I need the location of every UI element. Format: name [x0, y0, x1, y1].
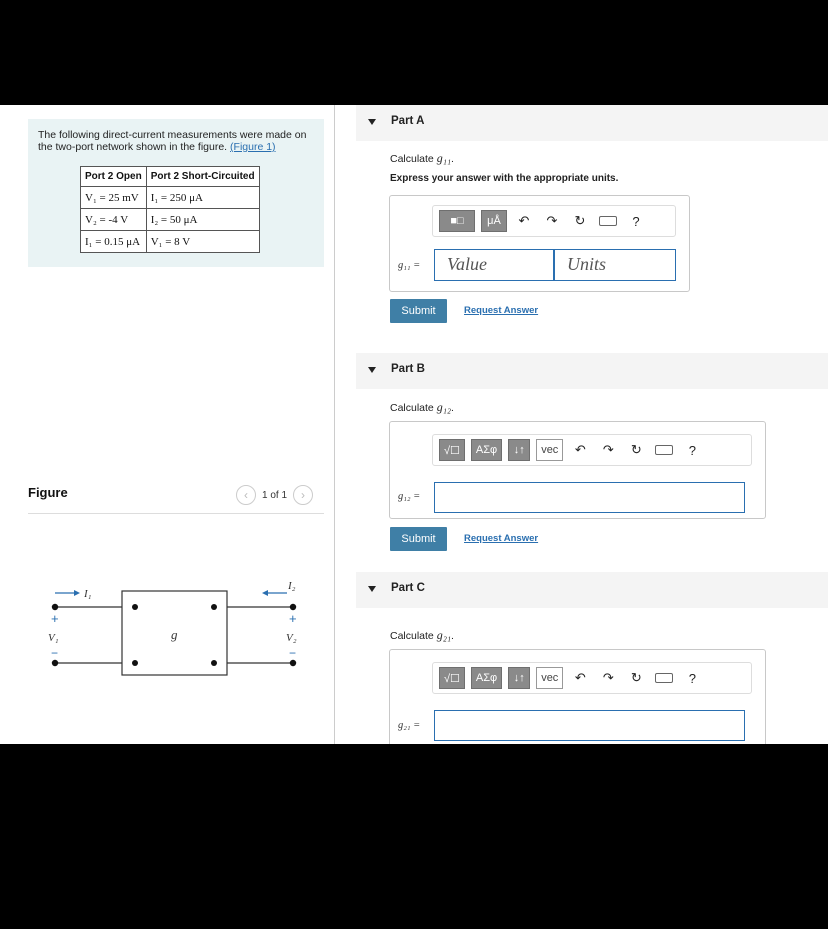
- greek-symbols-button[interactable]: ΑΣφ: [471, 667, 502, 689]
- undo-icon[interactable]: ↶: [518, 213, 530, 228]
- answer-label: g₁₂ =: [398, 491, 421, 502]
- math-toolbar: [432, 434, 752, 466]
- chevron-right-icon[interactable]: ›: [293, 485, 313, 505]
- subscript-superscript-button[interactable]: ↓↑: [508, 667, 530, 689]
- greek-symbols-button[interactable]: ΑΣφ: [471, 439, 502, 461]
- variable: g₂₁: [436, 628, 452, 642]
- question-text: Calculate: [390, 630, 437, 642]
- help-icon[interactable]: ?: [688, 442, 696, 458]
- part-a-header[interactable]: [356, 105, 828, 141]
- part-c-answer-box: [389, 649, 766, 744]
- submit-button[interactable]: Submit: [390, 299, 447, 323]
- keyboard-glyph: [599, 216, 617, 226]
- plus-sign: +: [51, 611, 59, 626]
- plus-sign: +: [289, 611, 297, 626]
- two-port-network-diagram: [40, 575, 310, 685]
- column-header: Port 2 Short-Circuited: [146, 167, 259, 187]
- measurements-table: [80, 166, 260, 253]
- voltage-label-v2: V₂: [286, 632, 297, 644]
- terminal: [52, 660, 58, 666]
- part-title: Part B: [391, 363, 425, 375]
- units-button[interactable]: μÅ: [481, 210, 507, 232]
- chevron-left-icon[interactable]: ‹: [236, 485, 256, 505]
- current-arrowhead-i2: [262, 590, 268, 596]
- part-title: Part A: [391, 115, 425, 127]
- answer-label: g₁₁ =: [398, 260, 421, 271]
- help-icon[interactable]: ?: [688, 670, 696, 686]
- terminal: [290, 604, 296, 610]
- table-cell: V₂ = -4 V: [81, 209, 147, 231]
- value-input[interactable]: Value: [434, 249, 554, 281]
- redo-icon[interactable]: ↷: [602, 670, 614, 685]
- figure-pager: [236, 485, 313, 505]
- table-row: [81, 209, 260, 231]
- undo-icon[interactable]: ↶: [574, 442, 586, 457]
- part-c-question: [390, 628, 454, 643]
- problem-text: The following direct-current measurements were made on the two-port network shown in the figure.: [38, 129, 307, 153]
- table-cell: I₁ = 250 μA: [146, 187, 259, 209]
- table-cell: V₁ = 25 mV: [81, 187, 147, 209]
- problem-statement: [38, 129, 308, 153]
- matrix-template-icon[interactable]: ■□: [439, 210, 475, 232]
- current-arrowhead-i1: [74, 590, 80, 596]
- keyboard-icon[interactable]: [653, 667, 675, 689]
- table-cell: V₁ = 8 V: [146, 231, 259, 253]
- part-a-question: [390, 151, 454, 166]
- question-text: Calculate: [390, 153, 437, 165]
- redo-icon[interactable]: ↷: [546, 213, 558, 228]
- minus-sign: −: [51, 646, 59, 660]
- node: [132, 604, 138, 610]
- question-punct: .: [451, 630, 454, 642]
- sqrt-template-icon[interactable]: √☐: [439, 439, 465, 461]
- vector-button[interactable]: vec: [536, 439, 563, 461]
- keyboard-glyph: [655, 445, 673, 455]
- divider: [28, 513, 324, 514]
- variable: g₁₁: [436, 151, 452, 165]
- table-row: [81, 187, 260, 209]
- part-a-answer-box: [389, 195, 690, 292]
- request-answer-link[interactable]: Request Answer: [464, 533, 539, 544]
- voltage-label-v1: V₁: [48, 632, 59, 644]
- part-b-question: [390, 400, 454, 415]
- current-label-i2: I₂: [288, 580, 296, 592]
- page: [0, 105, 828, 744]
- terminal: [52, 604, 58, 610]
- terminal: [290, 660, 296, 666]
- pager-text: 1 of 1: [262, 489, 288, 501]
- keyboard-icon[interactable]: [653, 439, 675, 461]
- panel-divider: [334, 105, 335, 744]
- help-icon[interactable]: ?: [632, 213, 640, 229]
- redo-icon[interactable]: ↷: [602, 442, 614, 457]
- network-label-g: g: [171, 627, 178, 642]
- reset-icon[interactable]: ↻: [630, 670, 642, 685]
- math-toolbar: [432, 662, 752, 694]
- vector-button[interactable]: vec: [536, 667, 563, 689]
- node: [211, 604, 217, 610]
- current-label-i1: I₁: [84, 588, 92, 600]
- column-header: Port 2 Open: [81, 167, 147, 187]
- answer-label: g₂₁ =: [398, 720, 421, 731]
- subscript-superscript-button[interactable]: ↓↑: [508, 439, 530, 461]
- part-b-header[interactable]: [356, 353, 828, 389]
- units-input[interactable]: Units: [554, 249, 676, 281]
- keyboard-icon[interactable]: [597, 210, 619, 232]
- node: [132, 660, 138, 666]
- caret-down-icon: [368, 586, 376, 592]
- part-b-answer-box: [389, 421, 766, 519]
- part-title: Part C: [391, 582, 425, 594]
- figure-link[interactable]: (Figure 1): [230, 141, 276, 153]
- table-cell: I₂ = 50 μA: [146, 209, 259, 231]
- answer-input[interactable]: [434, 710, 745, 741]
- reset-icon[interactable]: ↻: [574, 213, 586, 228]
- table-cell: I₁ = 0.15 μA: [81, 231, 147, 253]
- figure-heading: Figure: [28, 485, 68, 500]
- caret-down-icon: [368, 367, 376, 373]
- table-header-row: [81, 167, 260, 187]
- node: [211, 660, 217, 666]
- reset-icon[interactable]: ↻: [630, 442, 642, 457]
- undo-icon[interactable]: ↶: [574, 670, 586, 685]
- submit-button[interactable]: Submit: [390, 527, 447, 551]
- sqrt-template-icon[interactable]: √☐: [439, 667, 465, 689]
- caret-down-icon: [368, 119, 376, 125]
- question-text: Calculate: [390, 402, 437, 414]
- variable: g₁₂: [436, 400, 452, 414]
- minus-sign: −: [289, 646, 297, 660]
- answer-input[interactable]: [434, 482, 745, 513]
- question-punct: .: [451, 402, 454, 414]
- math-toolbar: [432, 205, 676, 237]
- table-row: [81, 231, 260, 253]
- part-c-header[interactable]: [356, 572, 828, 608]
- request-answer-link[interactable]: Request Answer: [464, 305, 539, 316]
- question-punct: .: [451, 153, 454, 165]
- units-instruction: Express your answer with the appropriate units.: [390, 173, 619, 184]
- keyboard-glyph: [655, 673, 673, 683]
